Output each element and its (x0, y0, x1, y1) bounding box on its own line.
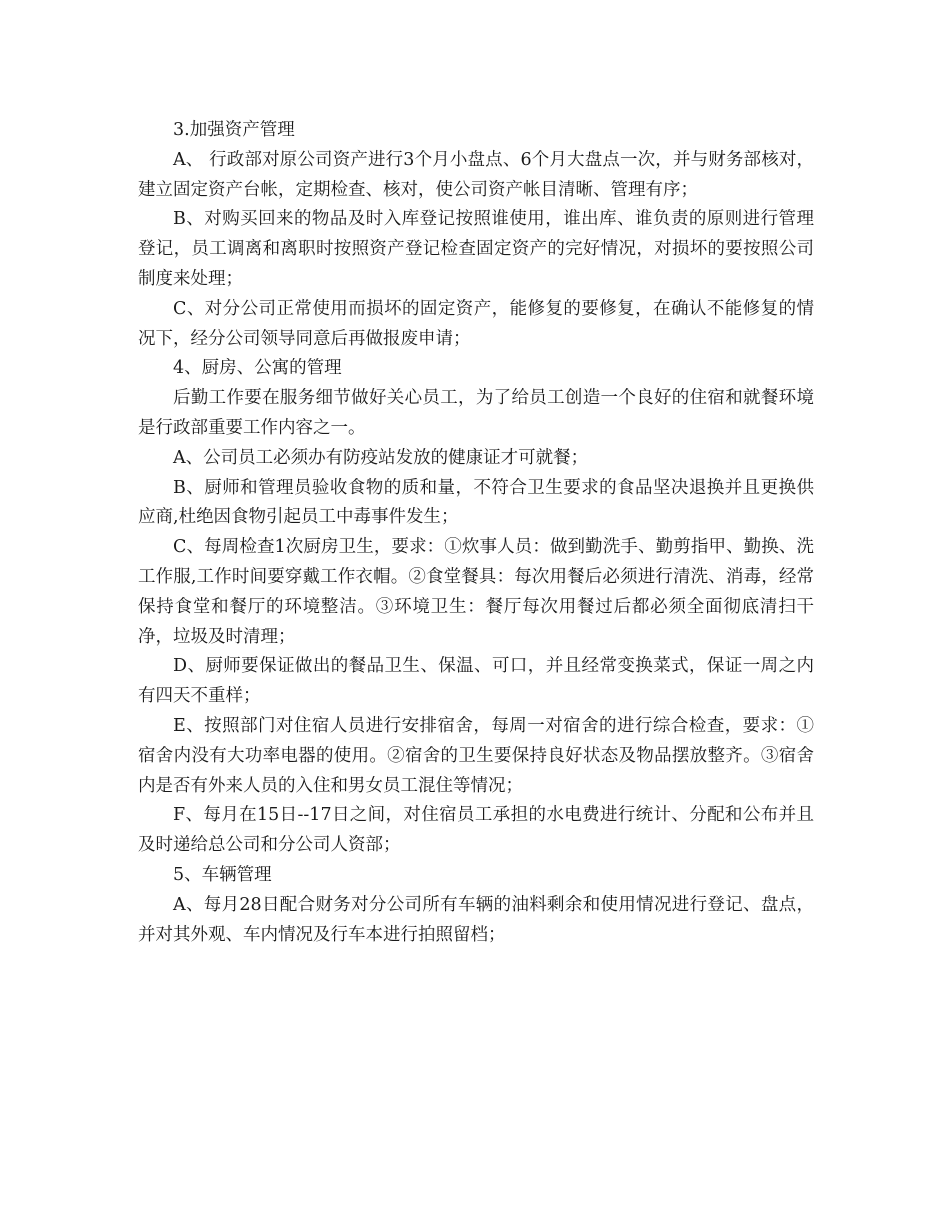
paragraph-asset-b: B、对购买回来的物品及时入库登记按照谁使用，谁出库、谁负责的原则进行管理登记，员工调离和离职时按照资产登记检查固定资产的完好情况，对损坏的要按照公司制度来处理； (138, 209, 814, 289)
paragraph-kitchen-intro: 后勤工作要在服务细节做好关心员工，为了给员工创造一个良好的住宿和就餐环境是行政部重要工作内容之一。 (138, 388, 814, 438)
document-page (138, 116, 814, 950)
paragraph-dormitory-e: E、按照部门对住宿人员进行安排宿舍，每周一对宿舍的进行综合检查，要求：①宿舍内没有大功率电器的使用。②宿舍的卫生要保持良好状态及物品摆放整齐。③宿舍内是否有外来人员的入住和男女员工混住等情况； (138, 715, 814, 796)
paragraph-dormitory-f: F、每月在15日--17日之间，对住宿员工承担的水电费进行统计、分配和公布并且及时递给总公司和分公司人资部； (138, 805, 814, 856)
paragraph-kitchen-c: C、每周检查1次厨房卫生，要求：①炊事人员：做到勤洗手、勤剪指甲、勤换、洗工作服,工作时间要穿戴工作衣帽。②食堂餐具：每次用餐后必须进行清洗、消毒，经常保持食堂和餐厅的环境整洁。③环境卫生：餐厅每次用餐过后都必须全面彻底清扫干净，垃圾及时清理； (138, 537, 814, 647)
paragraph-asset-c: C、对分公司正常使用而损坏的固定资产，能修复的要修复，在确认不能修复的情况下，经分公司领导同意后再做报废申请； (138, 298, 814, 349)
section-heading-asset-management: 3.加强资产管理 (173, 120, 295, 140)
paragraph-asset-a: A、 行政部对原公司资产进行3个月小盘点、6个月大盘点一次，并与财务部核对，建立固定资产台帐，定期检查、核对，使公司资产帐目清晰、管理有序； (138, 149, 814, 200)
paragraph-kitchen-a: A、公司员工必须办有防疫站发放的健康证才可就餐； (173, 447, 589, 468)
section-heading-vehicle-management: 5、车辆管理 (173, 864, 272, 885)
paragraph-vehicle-a: A、每月28日配合财务对分公司所有车辆的油料剩余和使用情况进行登记、盘点，并对其外观、车内情况及行车本进行拍照留档； (138, 894, 814, 945)
section-heading-kitchen-dormitory: 4、厨房、公寓的管理 (173, 358, 342, 379)
paragraph-kitchen-b: B、厨师和管理员验收食物的质和量，不符合卫生要求的食品坚决退换并且更换供应商,杜绝因食物引起员工中毒事件发生； (138, 477, 814, 528)
paragraph-kitchen-d: D、厨师要保证做出的餐品卫生、保温、可口，并且经常变换菜式，保证一周之内有四天不重样； (138, 656, 814, 707)
